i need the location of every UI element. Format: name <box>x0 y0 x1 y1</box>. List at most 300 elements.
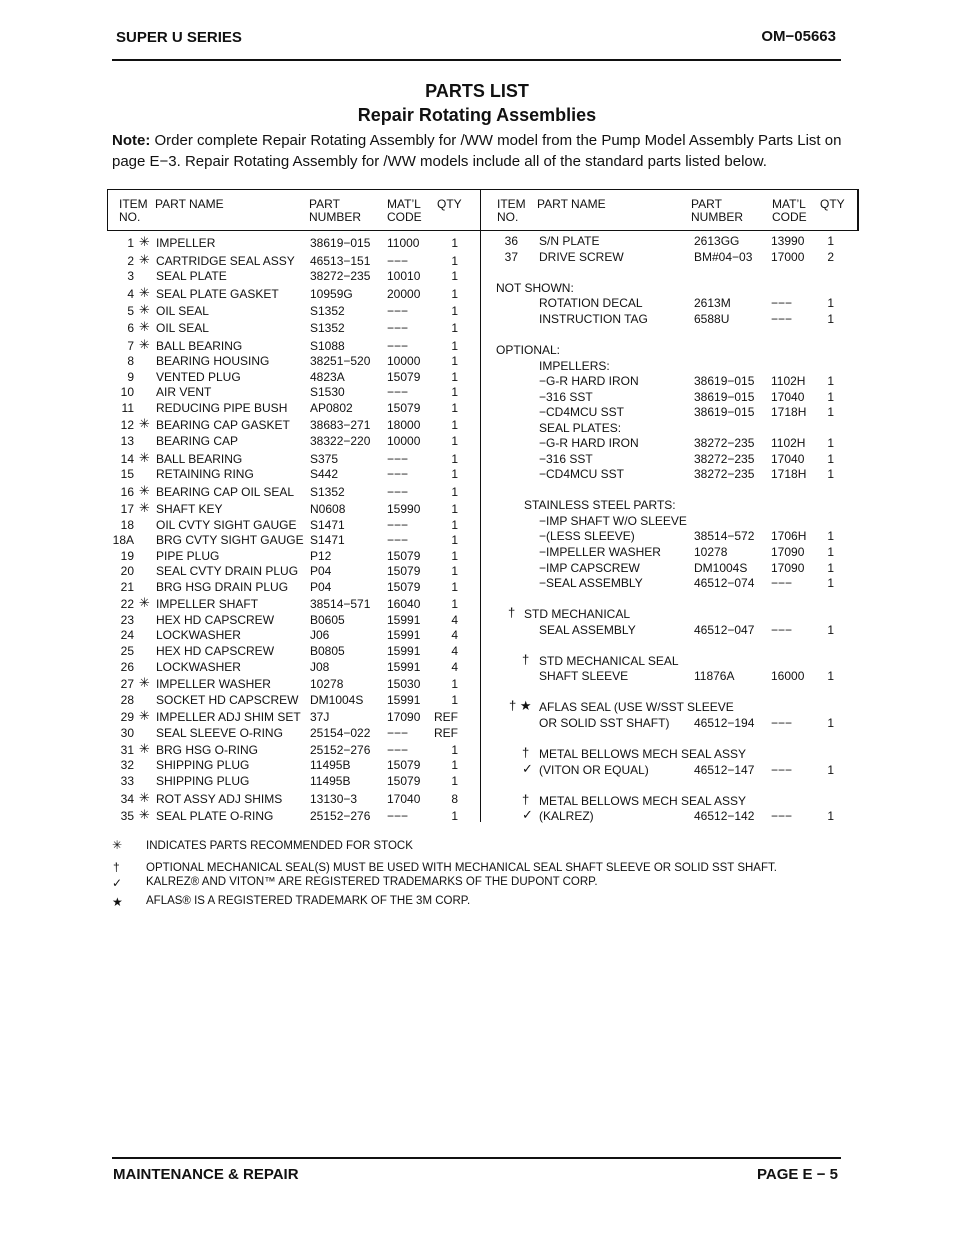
mark-icon: † <box>522 652 530 667</box>
stock-mark-icon: ✳ <box>139 790 150 805</box>
material-code: 11000 <box>387 236 420 250</box>
material-code: −−− <box>771 576 793 590</box>
item-number: 21 <box>120 580 134 594</box>
material-code: 10000 <box>387 354 421 368</box>
mark-icon: † <box>522 792 530 807</box>
right-header-matl-code: MAT’L CODE <box>772 197 807 224</box>
item-number: 3 <box>127 269 134 283</box>
part-number: 25152−276 <box>310 809 371 823</box>
part-number: S1352 <box>310 321 345 335</box>
part-number: 38619−015 <box>694 405 755 419</box>
part-name: METAL BELLOWS MECH SEAL ASSY <box>539 794 746 808</box>
material-code: −−− <box>387 743 409 757</box>
quantity: 1 <box>451 287 458 301</box>
quantity: 1 <box>451 502 458 516</box>
left-header-qty: QTY <box>437 197 462 211</box>
part-name: BRG CVTY SIGHT GAUGE <box>156 533 304 547</box>
part-number: 38272−235 <box>310 269 371 283</box>
item-number: 32 <box>120 758 134 772</box>
mark-icon: † ★ <box>509 698 532 713</box>
part-number: 38272−235 <box>694 452 755 466</box>
material-code: 15079 <box>387 401 421 415</box>
part-name: SHIPPING PLUG <box>156 774 250 788</box>
right-header-qty: QTY <box>820 197 845 211</box>
part-name: STD MECHANICAL <box>524 607 631 621</box>
quantity: 2 <box>827 250 834 264</box>
quantity: 1 <box>451 418 458 432</box>
part-name: SEAL PLATE GASKET <box>156 287 279 301</box>
quantity: 4 <box>451 660 458 674</box>
part-number: S375 <box>310 452 339 466</box>
part-name: SEAL CVTY DRAIN PLUG <box>156 564 299 578</box>
stock-mark-icon: ✳ <box>139 741 150 756</box>
quantity: 1 <box>451 269 458 283</box>
left-header-part-number: PART NUMBER <box>309 197 362 224</box>
part-name: REDUCING PIPE BUSH <box>156 401 288 415</box>
part-number: P04 <box>310 564 332 578</box>
part-name: BRG HSG DRAIN PLUG <box>156 580 289 594</box>
part-name: SEAL PLATES: <box>539 421 622 435</box>
item-number: 31 <box>120 743 134 757</box>
part-name: IMPELLERS: <box>539 359 610 373</box>
item-number: 16 <box>120 485 134 499</box>
quantity: 1 <box>827 296 834 310</box>
material-code: 15079 <box>387 774 421 788</box>
item-number: 8 <box>127 354 134 368</box>
note-label: Note: <box>112 132 151 149</box>
part-number: DM1004S <box>310 693 364 707</box>
quantity: 1 <box>451 549 458 563</box>
item-number: 13 <box>120 434 134 448</box>
quantity: 1 <box>827 312 834 326</box>
part-name: IMPELLER WASHER <box>156 677 271 691</box>
item-number: 37 <box>504 250 518 264</box>
part-name: −IMP CAPSCREW <box>539 561 640 575</box>
part-name: (KALREZ) <box>539 809 594 823</box>
material-code: −−− <box>387 339 409 353</box>
quantity: 1 <box>827 390 834 404</box>
part-number: 11495B <box>310 758 351 772</box>
part-number: S1352 <box>310 485 345 499</box>
mark-icon: ✓ <box>522 807 533 822</box>
part-number: S442 <box>310 467 339 481</box>
item-number: 28 <box>120 693 134 707</box>
material-code: 16040 <box>387 597 421 611</box>
part-name: OR SOLID SST SHAFT) <box>539 716 670 730</box>
part-name: SEAL PLATE <box>156 269 227 283</box>
material-code: 15030 <box>387 677 421 691</box>
part-number: 13130−3 <box>310 792 358 806</box>
item-number: 14 <box>120 452 134 466</box>
item-number: 33 <box>120 774 134 788</box>
part-number: 2613GG <box>694 234 740 248</box>
item-number: 23 <box>120 613 134 627</box>
material-code: −−− <box>387 726 409 740</box>
quantity: 1 <box>451 304 458 318</box>
item-number: 4 <box>127 287 134 301</box>
part-name: ROTATION DECAL <box>539 296 643 310</box>
star-symbol-icon: ★ <box>112 895 123 909</box>
part-number: 46512−147 <box>694 763 755 777</box>
part-name: −G-R HARD IRON <box>539 374 639 388</box>
part-name: −316 SST <box>539 390 593 404</box>
part-name: LOCKWASHER <box>156 628 241 642</box>
part-number: 6588U <box>694 312 730 326</box>
part-name: HEX HD CAPSCREW <box>156 613 275 627</box>
part-name: −IMP SHAFT W/O SLEEVE <box>539 514 687 528</box>
part-number: 4823A <box>310 370 345 384</box>
part-number: 38514−572 <box>694 529 755 543</box>
part-number: DM1004S <box>694 561 748 575</box>
stock-mark-icon: ✳ <box>139 807 150 822</box>
material-code: 17040 <box>771 390 805 404</box>
mark-icon: † <box>508 605 516 620</box>
part-number: 38514−571 <box>310 597 371 611</box>
quantity: 1 <box>451 533 458 547</box>
part-number: 38322−220 <box>310 434 371 448</box>
part-number: 46512−194 <box>694 716 755 730</box>
dagger-symbol-icon: † <box>113 860 120 874</box>
quantity: 1 <box>451 236 458 250</box>
part-name: HEX HD CAPSCREW <box>156 644 275 658</box>
material-code: −−− <box>771 296 793 310</box>
part-name: IMPELLER SHAFT <box>156 597 259 611</box>
stock-mark-icon: ✳ <box>139 675 150 690</box>
material-code: 1102H <box>771 436 806 450</box>
part-name: AFLAS SEAL (USE W/SST SLEEVE <box>539 700 734 714</box>
quantity: 1 <box>827 374 834 388</box>
quantity: 1 <box>827 576 834 590</box>
material-code: −−− <box>387 385 409 399</box>
left-header-part-name: PART NAME <box>155 197 224 211</box>
material-code: −−− <box>387 518 409 532</box>
item-number: 34 <box>120 792 134 806</box>
part-number: S1088 <box>310 339 345 353</box>
item-number: 7 <box>127 339 134 353</box>
part-name: SEAL PLATE O-RING <box>156 809 274 823</box>
material-code: −−− <box>771 716 793 730</box>
part-number: 11495B <box>310 774 351 788</box>
quantity: 1 <box>451 677 458 691</box>
material-code: 17040 <box>387 792 421 806</box>
part-number: B0605 <box>310 613 345 627</box>
part-number: BM#04−03 <box>694 250 753 264</box>
item-number: 11 <box>121 401 134 415</box>
material-code: 17000 <box>771 250 805 264</box>
part-number: P12 <box>310 549 332 563</box>
stock-symbol-icon: ✳ <box>112 838 123 852</box>
quantity: 4 <box>451 613 458 627</box>
part-number: 11876A <box>694 669 735 683</box>
quantity: 1 <box>451 401 458 415</box>
right-header-part-name: PART NAME <box>537 197 606 211</box>
part-number: S1471 <box>310 533 345 547</box>
part-name: −316 SST <box>539 452 593 466</box>
right-header-part-number: PART NUMBER <box>691 197 744 224</box>
part-name: −SEAL ASSEMBLY <box>539 576 643 590</box>
quantity: 1 <box>451 434 458 448</box>
part-name: INSTRUCTION TAG <box>539 312 648 326</box>
item-number: 9 <box>127 370 134 384</box>
left-header-item: ITEM NO. <box>119 197 148 224</box>
header-rule <box>112 59 841 61</box>
part-number: S1530 <box>310 385 345 399</box>
quantity: 1 <box>827 405 834 419</box>
quantity: 1 <box>451 758 458 772</box>
material-code: 18000 <box>387 418 421 432</box>
material-code: 17090 <box>771 561 805 575</box>
item-number: 36 <box>504 234 518 248</box>
material-code: −−− <box>771 623 793 637</box>
quantity: 4 <box>451 644 458 658</box>
quantity: 1 <box>451 580 458 594</box>
stock-mark-icon: ✳ <box>139 708 150 723</box>
part-name: VENTED PLUG <box>156 370 241 384</box>
quantity: 1 <box>827 436 834 450</box>
quantity: 1 <box>451 809 458 823</box>
part-number: 25152−276 <box>310 743 371 757</box>
part-name: (VITON OR EQUAL) <box>539 763 649 777</box>
item-number: 5 <box>127 304 134 318</box>
note-text: Order complete Repair Rotating Assembly for /WW model from the Pump Model Assembly Parts List on page E−3. Repair Rotating Assembly for /WW models include all of the standard parts listed below. <box>112 132 842 170</box>
stock-mark-icon: ✳ <box>139 319 150 334</box>
material-code: 10010 <box>387 269 421 283</box>
quantity: 1 <box>827 716 834 730</box>
footnote-optional-seal: OPTIONAL MECHANICAL SEAL(S) MUST BE USED WITH MECHANICAL SEAL SHAFT SLEEVE OR SOLID SST SHAFT. <box>146 862 777 874</box>
item-number: 27 <box>120 677 134 691</box>
material-code: −−− <box>771 809 793 823</box>
material-code: 15079 <box>387 758 421 772</box>
quantity: 1 <box>451 254 458 268</box>
part-number: 38619−015 <box>694 374 755 388</box>
item-number: 17 <box>120 502 134 516</box>
item-number: 30 <box>120 726 134 740</box>
stock-mark-icon: ✳ <box>139 337 150 352</box>
item-number: 19 <box>120 549 134 563</box>
material-code: 15991 <box>387 660 421 674</box>
part-number: 38272−235 <box>694 436 755 450</box>
material-code: 17090 <box>771 545 805 559</box>
item-number: 22 <box>120 597 134 611</box>
material-code: −−− <box>771 312 793 326</box>
quantity: 1 <box>451 774 458 788</box>
material-code: 15079 <box>387 564 421 578</box>
footnote-3m: AFLAS® IS A REGISTERED TRADEMARK OF THE 3M CORP. <box>146 895 471 907</box>
part-number: 2613M <box>694 296 731 310</box>
part-name: NOT SHOWN: <box>496 281 574 295</box>
part-number: P04 <box>310 580 332 594</box>
part-name: BALL BEARING <box>156 339 243 353</box>
part-name: −CD4MCU SST <box>539 405 625 419</box>
part-name: BALL BEARING <box>156 452 243 466</box>
part-number: B0805 <box>310 644 345 658</box>
part-name: −(LESS SLEEVE) <box>539 529 635 543</box>
part-name: CARTRIDGE SEAL ASSY <box>156 254 295 268</box>
material-code: −−− <box>387 304 409 318</box>
quantity: REF <box>434 710 458 724</box>
item-number: 24 <box>120 628 134 642</box>
item-number: 29 <box>120 710 134 724</box>
quantity: 1 <box>451 354 458 368</box>
part-name: BEARING CAP OIL SEAL <box>156 485 295 499</box>
part-name: SOCKET HD CAPSCREW <box>156 693 299 707</box>
material-code: −−− <box>387 254 409 268</box>
footer-rule <box>112 1157 841 1159</box>
series-title: SUPER U SERIES <box>116 29 242 46</box>
quantity: 1 <box>451 564 458 578</box>
part-number: 38619−015 <box>310 236 371 250</box>
mark-icon: † <box>522 745 530 760</box>
item-number: 2 <box>127 254 134 268</box>
mark-icon: ✓ <box>522 761 533 776</box>
quantity: 1 <box>827 234 834 248</box>
column-divider <box>480 189 481 822</box>
part-name: LOCKWASHER <box>156 660 241 674</box>
material-code: 15991 <box>387 693 421 707</box>
quantity: 1 <box>827 763 834 777</box>
stock-mark-icon: ✳ <box>139 234 150 249</box>
quantity: 1 <box>451 385 458 399</box>
part-number: 38683−271 <box>310 418 371 432</box>
part-name: BEARING HOUSING <box>156 354 270 368</box>
part-name: DRIVE SCREW <box>539 250 624 264</box>
part-name: IMPELLER ADJ SHIM SET <box>156 710 301 724</box>
part-name: SEAL SLEEVE O-RING <box>156 726 283 740</box>
material-code: −−− <box>387 485 409 499</box>
quantity: 1 <box>451 467 458 481</box>
part-number: 38251−520 <box>310 354 371 368</box>
part-number: 46512−047 <box>694 623 755 637</box>
part-name: OPTIONAL: <box>496 343 561 357</box>
material-code: 20000 <box>387 287 421 301</box>
check-symbol-icon: ✓ <box>112 876 123 890</box>
material-code: 15990 <box>387 502 421 516</box>
item-number: 25 <box>120 644 134 658</box>
material-code: 15079 <box>387 549 421 563</box>
part-number: 25154−022 <box>310 726 371 740</box>
part-name: PIPE PLUG <box>156 549 220 563</box>
right-header-item: ITEM NO. <box>497 197 526 224</box>
quantity: 1 <box>827 545 834 559</box>
left-header-matl-code: MAT’L CODE <box>387 197 422 224</box>
material-code: 16000 <box>771 669 805 683</box>
part-number: 38619−015 <box>694 390 755 404</box>
material-code: −−− <box>387 321 409 335</box>
item-number: 15 <box>120 467 134 481</box>
footnote-dupont: KALREZ® AND VITON™ ARE REGISTERED TRADEMARKS OF THE DUPONT CORP. <box>146 876 598 888</box>
part-name: RETAINING RING <box>156 467 254 481</box>
stock-mark-icon: ✳ <box>139 483 150 498</box>
part-number: S1352 <box>310 304 345 318</box>
quantity: 1 <box>451 452 458 466</box>
quantity: 1 <box>827 809 834 823</box>
stock-mark-icon: ✳ <box>139 595 150 610</box>
item-number: 26 <box>120 660 134 674</box>
part-name: −CD4MCU SST <box>539 467 625 481</box>
part-number: S1471 <box>310 518 345 532</box>
stock-mark-icon: ✳ <box>139 285 150 300</box>
part-name: −IMPELLER WASHER <box>539 545 661 559</box>
part-number: 46513−151 <box>310 254 371 268</box>
part-number: 46512−074 <box>694 576 755 590</box>
item-number: 12 <box>120 418 134 432</box>
stock-mark-icon: ✳ <box>139 252 150 267</box>
quantity: 1 <box>451 518 458 532</box>
stock-mark-icon: ✳ <box>139 302 150 317</box>
quantity: 1 <box>827 623 834 637</box>
material-code: 1718H <box>771 467 807 481</box>
material-code: 15991 <box>387 628 421 642</box>
page-subtitle: Repair Rotating Assemblies <box>357 105 597 125</box>
footer-page: PAGE E − 5 <box>756 1166 838 1183</box>
quantity: 1 <box>451 693 458 707</box>
part-name: OIL CVTY SIGHT GAUGE <box>156 518 297 532</box>
material-code: −−− <box>387 452 409 466</box>
part-name: ROT ASSY ADJ SHIMS <box>156 792 283 806</box>
quantity: 1 <box>451 743 458 757</box>
part-name: STD MECHANICAL SEAL <box>539 654 679 668</box>
material-code: 15991 <box>387 613 421 627</box>
part-number: 10278 <box>310 677 344 691</box>
part-name: −G-R HARD IRON <box>539 436 639 450</box>
stock-mark-icon: ✳ <box>139 416 150 431</box>
quantity: 1 <box>451 370 458 384</box>
part-number: 10959G <box>310 287 353 301</box>
part-name: IMPELLER <box>156 236 216 250</box>
footer-section: MAINTENANCE & REPAIR <box>113 1166 299 1183</box>
part-number: 38272−235 <box>694 467 755 481</box>
part-name: METAL BELLOWS MECH SEAL ASSY <box>539 747 746 761</box>
item-number: 18A <box>112 533 134 547</box>
material-code: 17040 <box>771 452 805 466</box>
item-number: 10 <box>120 385 134 399</box>
quantity: 4 <box>451 628 458 642</box>
quantity: 1 <box>827 452 834 466</box>
part-number: J06 <box>310 628 330 642</box>
note-paragraph <box>112 130 852 172</box>
quantity: 8 <box>451 792 458 806</box>
material-code: 1706H <box>771 529 807 543</box>
part-name: OIL SEAL <box>156 321 209 335</box>
part-number: 37J <box>310 710 330 724</box>
page-title: PARTS LIST <box>425 81 529 101</box>
part-name: SHAFT SLEEVE <box>539 669 629 683</box>
part-name: SEAL ASSEMBLY <box>539 623 636 637</box>
item-number: 35 <box>120 809 134 823</box>
part-name: OIL SEAL <box>156 304 209 318</box>
part-name: S/N PLATE <box>539 234 600 248</box>
item-number: 18 <box>120 518 134 532</box>
item-number: 20 <box>120 564 134 578</box>
quantity: 1 <box>451 597 458 611</box>
quantity: REF <box>434 726 458 740</box>
quantity: 1 <box>451 321 458 335</box>
quantity: 1 <box>451 339 458 353</box>
quantity: 1 <box>827 561 834 575</box>
item-number: 6 <box>127 321 134 335</box>
document-number: OM−05663 <box>761 28 836 45</box>
material-code: 15079 <box>387 580 421 594</box>
quantity: 1 <box>827 467 834 481</box>
material-code: 1102H <box>771 374 806 388</box>
part-number: 46512−142 <box>694 809 755 823</box>
material-code: −−− <box>387 467 409 481</box>
material-code: 13990 <box>771 234 805 248</box>
part-number: J08 <box>310 660 330 674</box>
material-code: −−− <box>387 809 409 823</box>
part-number: 10278 <box>694 545 728 559</box>
part-name: BEARING CAP <box>156 434 239 448</box>
